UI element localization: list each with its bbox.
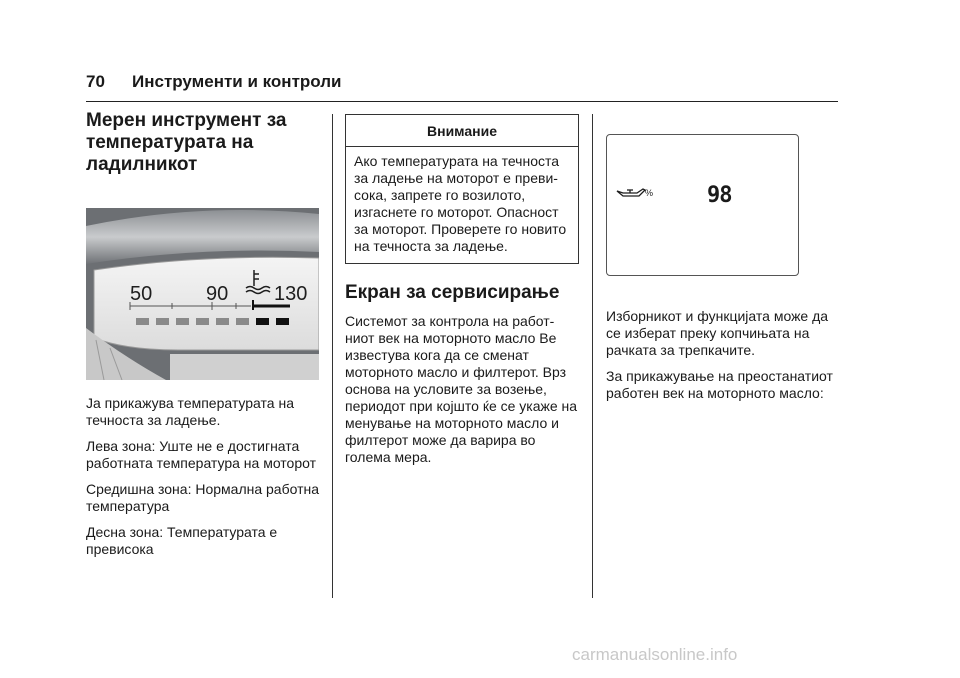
coolant-gauge-title: Мерен инструмент за температурата на ладилникот xyxy=(86,110,287,175)
gauge-scale-label: 90 xyxy=(206,283,229,305)
page-number: 70 xyxy=(86,72,105,91)
oil-can-icon xyxy=(615,185,655,206)
gauge-segment xyxy=(156,318,169,325)
column-3 xyxy=(606,134,840,402)
oil-life-percent-sign: % xyxy=(645,188,654,198)
gauge-segment xyxy=(256,318,269,325)
gauge-segment xyxy=(196,318,209,325)
paragraph: Изборникот и функцијата може да се изберат преку копчињата на рачката за трепкачите. xyxy=(606,308,829,358)
gauge-segment xyxy=(276,318,289,325)
column-divider xyxy=(592,114,593,598)
caution-text: Ако температурата на течноста за ладење на моторот е преви-сока, запрете го возилото, изгаснете го моторот. Опасност за моторот. Проверете го новито на течноста за ладење. xyxy=(354,153,567,254)
section-title: Инструменти и контроли xyxy=(132,72,342,91)
column-1 xyxy=(86,110,320,176)
paragraph: За прикажување на преостанатиот работен век на моторното масло: xyxy=(606,368,833,401)
gauge-segment xyxy=(216,318,229,325)
paragraph: Системот за контрола на работ-ниот век на моторното масло Ве известува кога да се сменат моторното масло и филтерот. Врз основа на условите за возење, периодот при којшто ќе се укаже на менување на моторното масло и филтерот може да варира во голема мера. xyxy=(345,313,578,465)
paragraph: Средишна зона: Нормална работна температура xyxy=(86,481,320,514)
gauge-scale-label: 130 xyxy=(274,283,308,305)
gauge-segment xyxy=(136,318,149,325)
coolant-gauge-figure xyxy=(86,208,319,380)
gauge-segment xyxy=(176,318,189,325)
oil-life-value: 98 xyxy=(707,183,732,208)
caution-box xyxy=(345,114,579,264)
gauge-scale-label: 50 xyxy=(130,283,153,305)
caution-caption: Внимание xyxy=(346,115,578,147)
page-header xyxy=(86,72,838,102)
paragraph: Ја прикажува температурата на течноста за ладење. xyxy=(86,395,294,428)
paragraph: Десна зона: Температурата е превисока xyxy=(86,524,278,557)
oil-life-display xyxy=(606,134,799,276)
coolant-gauge-description xyxy=(86,386,326,558)
column-divider xyxy=(332,114,333,598)
column-2 xyxy=(345,114,579,466)
watermark: carmanualsonline.info xyxy=(572,645,738,664)
paragraph: Лева зона: Уште не е достигната работната температура на моторот xyxy=(86,438,317,471)
gauge-segment xyxy=(236,318,249,325)
service-display-heading: Екран за сервисирање xyxy=(345,282,560,303)
